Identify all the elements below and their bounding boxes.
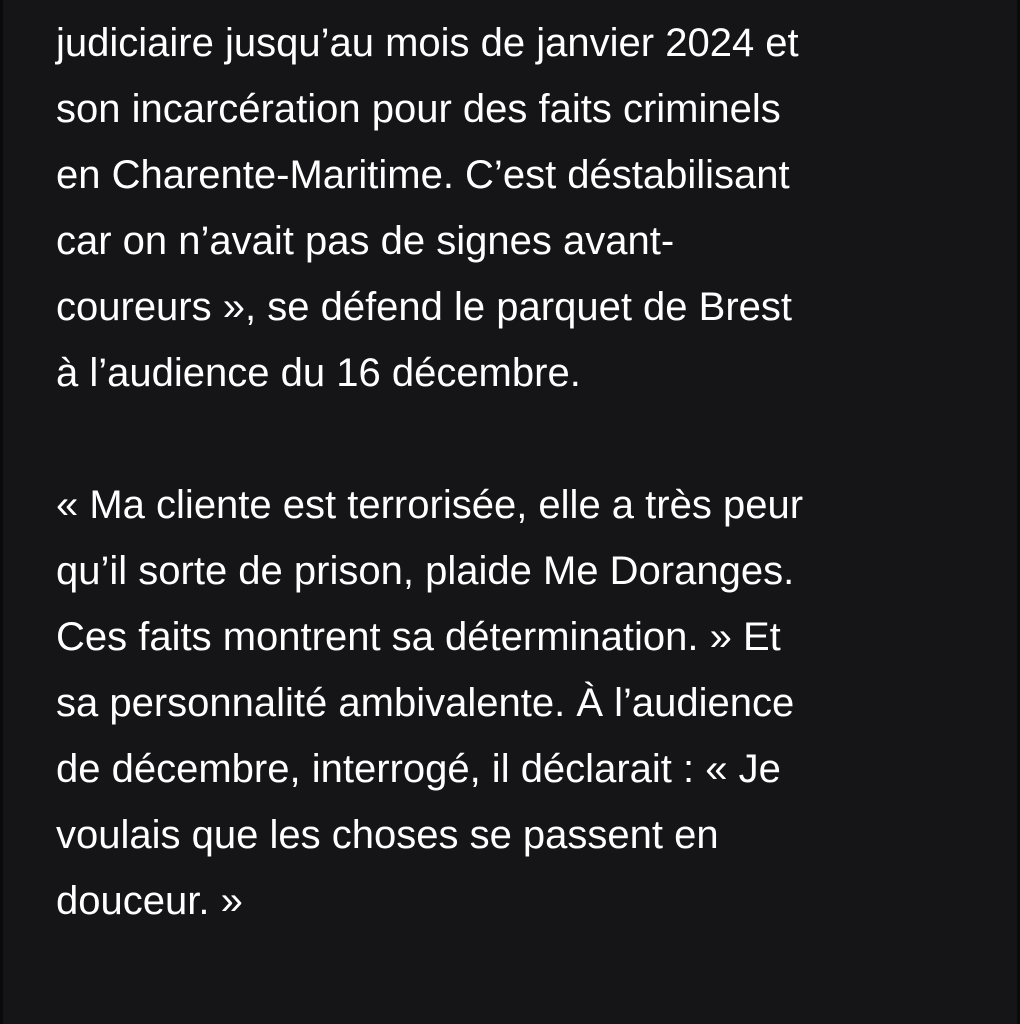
paragraph-line: douceur. » [56,879,243,923]
paragraph-spacer [56,406,976,472]
paragraph-line: car on n’avait pas de signes avant- [56,219,675,263]
paragraph-line: judiciaire jusqu’au mois de janvier 2024 et [56,21,799,65]
paragraph-line: qu’il sorte de prison, plaide Me Doranges. [56,549,795,593]
article-paragraph [56,10,976,406]
paragraph-line: coureurs », se défend le parquet de Brest [56,285,793,329]
article-paragraph [56,472,976,934]
paragraph-line: voulais que les choses se passent en [56,813,719,857]
paragraph-line: sa personnalité ambivalente. À l’audience [56,681,795,725]
paragraph-line: à l’audience du 16 décembre. [56,351,581,395]
paragraph-line: Ces faits montrent sa détermination. » Et [56,615,781,659]
paragraph-line: en Charente-Maritime. C’est déstabilisant [56,153,790,197]
paragraph-line: de décembre, interrogé, il déclarait : « Je [56,747,781,791]
article-body [56,10,976,934]
paragraph-line: son incarcération pour des faits criminels [56,87,781,131]
paragraph-line: « Ma cliente est terrorisée, elle a très peur [56,483,804,527]
